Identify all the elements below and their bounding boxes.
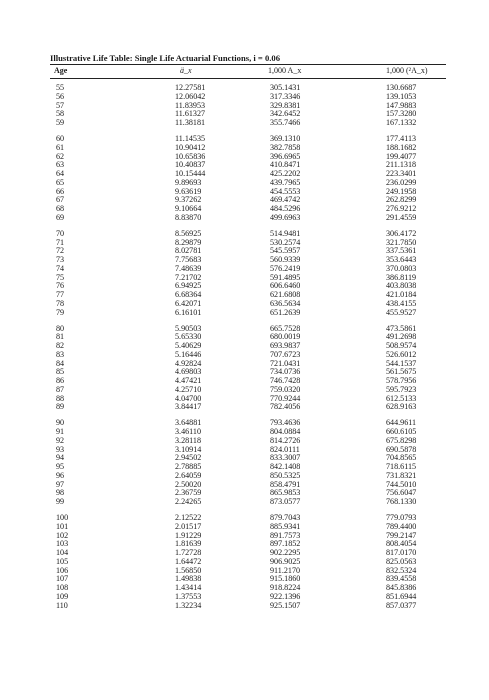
- insurance-cell: 873.0577: [270, 497, 301, 507]
- insurance-cell: 621.6808: [270, 290, 301, 300]
- insurance2-cell: 167.1332: [386, 118, 417, 127]
- annuity-cell: 8.83870: [175, 212, 202, 222]
- annuity-cell: 2.78885: [175, 462, 202, 472]
- header-annuity: ä_x: [180, 66, 192, 75]
- annuity-cell: 1.81639: [175, 539, 202, 549]
- age-cell: 91: [56, 427, 65, 437]
- table-row: [50, 214, 446, 223]
- insurance-cell: 897.1852: [270, 539, 301, 549]
- insurance-cell: 317.3346: [270, 91, 301, 101]
- insurance2-cell: 236.0299: [386, 177, 417, 187]
- annuity-cell: 1.43414: [175, 583, 202, 593]
- annuity-cell: 4.69803: [175, 367, 202, 377]
- insurance2-cell: 353.6443: [386, 255, 417, 265]
- annuity-cell: 3.84417: [175, 402, 202, 412]
- insurance2-cell: 147.9883: [386, 100, 417, 110]
- age-cell: 56: [56, 91, 65, 101]
- header-insurance-second-moment: 1,000 (²A_x): [386, 66, 428, 75]
- insurance-cell: 530.2574: [270, 237, 301, 247]
- age-cell: 93: [56, 444, 65, 454]
- age-cell: 88: [56, 393, 65, 403]
- age-cell: 104: [56, 548, 69, 558]
- age-cell: 107: [56, 574, 69, 584]
- insurance2-cell: 578.7956: [386, 376, 417, 386]
- annuity-cell: 7.75683: [175, 255, 202, 265]
- age-cell: 101: [56, 521, 69, 531]
- annuity-cell: 3.64881: [175, 418, 202, 428]
- insurance2-cell: 744.5010: [386, 479, 417, 489]
- age-cell: 98: [56, 488, 65, 498]
- insurance-cell: 879.7043: [270, 513, 301, 523]
- insurance2-cell: 139.1053: [386, 91, 417, 101]
- annuity-cell: 9.63619: [175, 186, 202, 196]
- insurance-cell: 746.7428: [270, 376, 301, 386]
- insurance2-cell: 223.3401: [386, 169, 417, 179]
- annuity-cell: 6.16101: [175, 307, 202, 317]
- annuity-cell: 3.46110: [175, 427, 202, 437]
- insurance2-cell: 612.5133: [386, 393, 417, 403]
- row-group: [50, 84, 446, 128]
- annuity-cell: 11.38181: [175, 118, 206, 127]
- insurance2-cell: 130.6687: [386, 83, 417, 92]
- age-cell: 69: [56, 212, 65, 222]
- row-group: [50, 230, 446, 318]
- annuity-cell: 5.16446: [175, 349, 202, 359]
- annuity-cell: 12.27581: [175, 83, 206, 92]
- age-cell: 85: [56, 367, 65, 377]
- annuity-cell: 5.90503: [175, 323, 202, 333]
- annuity-cell: 2.94502: [175, 453, 202, 463]
- insurance2-cell: 839.4558: [386, 574, 417, 584]
- annuity-cell: 9.10664: [175, 204, 202, 214]
- annuity-cell: 5.65330: [175, 332, 202, 342]
- table-row: [50, 309, 446, 318]
- age-cell: 110: [56, 600, 68, 610]
- insurance2-cell: 808.4054: [386, 539, 417, 549]
- annuity-cell: 10.65836: [175, 151, 206, 161]
- age-cell: 90: [56, 418, 65, 428]
- insurance-cell: 355.7466: [270, 118, 301, 127]
- age-cell: 86: [56, 376, 65, 386]
- age-cell: 67: [56, 195, 65, 205]
- insurance2-cell: 731.8321: [386, 470, 417, 480]
- insurance-cell: 499.6963: [270, 212, 301, 222]
- insurance-cell: 918.8224: [270, 583, 301, 593]
- insurance2-cell: 211.1318: [386, 160, 417, 170]
- insurance-cell: 782.4056: [270, 402, 301, 412]
- age-cell: 75: [56, 272, 65, 282]
- age-cell: 73: [56, 255, 65, 265]
- annuity-cell: 6.68364: [175, 290, 202, 300]
- age-cell: 60: [56, 134, 65, 144]
- age-cell: 59: [56, 118, 65, 127]
- insurance-cell: 454.5553: [270, 186, 301, 196]
- age-cell: 72: [56, 246, 65, 256]
- age-cell: 99: [56, 497, 65, 507]
- insurance2-cell: 306.4172: [386, 228, 417, 238]
- age-cell: 94: [56, 453, 65, 463]
- insurance-cell: 885.9341: [270, 521, 301, 531]
- age-cell: 82: [56, 341, 65, 351]
- insurance-cell: 439.7965: [270, 177, 301, 187]
- age-cell: 77: [56, 290, 65, 300]
- insurance2-cell: 718.6115: [386, 462, 417, 472]
- insurance-cell: 707.6723: [270, 349, 301, 359]
- age-cell: 70: [56, 228, 65, 238]
- annuity-cell: 1.56850: [175, 565, 202, 575]
- annuity-cell: 1.72728: [175, 548, 202, 558]
- insurance2-cell: 857.0377: [386, 600, 417, 610]
- insurance-cell: 576.2419: [270, 263, 301, 273]
- insurance2-cell: 386.8119: [386, 272, 417, 282]
- age-cell: 64: [56, 169, 65, 179]
- annuity-cell: 6.42071: [175, 298, 202, 308]
- age-cell: 63: [56, 160, 65, 170]
- insurance-cell: 793.4636: [270, 418, 301, 428]
- insurance-cell: 665.7528: [270, 323, 301, 333]
- insurance-cell: 734.0736: [270, 367, 301, 377]
- annuity-cell: 9.89693: [175, 177, 202, 187]
- annuity-cell: 2.50020: [175, 479, 202, 489]
- age-cell: 102: [56, 530, 69, 540]
- age-cell: 58: [56, 109, 65, 119]
- insurance-cell: 606.6460: [270, 281, 301, 291]
- insurance2-cell: 756.6047: [386, 488, 417, 498]
- annuity-cell: 1.64472: [175, 556, 202, 566]
- annuity-cell: 1.49838: [175, 574, 202, 584]
- age-cell: 78: [56, 298, 65, 308]
- insurance2-cell: 644.9611: [386, 418, 417, 428]
- insurance-cell: 915.1860: [270, 574, 301, 584]
- insurance2-cell: 321.7850: [386, 237, 417, 247]
- insurance-cell: 824.0111: [270, 444, 300, 454]
- insurance2-cell: 455.9527: [386, 307, 417, 317]
- insurance2-cell: 690.5878: [386, 444, 417, 454]
- annuity-cell: 1.91229: [175, 530, 202, 540]
- insurance2-cell: 526.6012: [386, 349, 417, 359]
- age-cell: 61: [56, 142, 65, 152]
- insurance-cell: 906.9025: [270, 556, 301, 566]
- age-cell: 62: [56, 151, 65, 161]
- annuity-cell: 5.40629: [175, 341, 202, 351]
- table-row: [50, 498, 446, 507]
- insurance2-cell: 249.1958: [386, 186, 417, 196]
- insurance2-cell: 779.0793: [386, 513, 417, 523]
- insurance2-cell: 768.1330: [386, 497, 417, 507]
- row-group: [50, 325, 446, 413]
- age-cell: 57: [56, 100, 65, 110]
- row-group: [50, 135, 446, 223]
- insurance2-cell: 628.9163: [386, 402, 417, 412]
- age-cell: 87: [56, 384, 65, 394]
- insurance2-cell: 188.1682: [386, 142, 417, 152]
- insurance-cell: 396.6965: [270, 151, 301, 161]
- insurance-cell: 721.0431: [270, 358, 301, 368]
- age-cell: 100: [56, 513, 69, 523]
- insurance-cell: 651.2639: [270, 307, 301, 317]
- insurance-cell: 636.5634: [270, 298, 301, 308]
- annuity-cell: 3.28118: [175, 435, 202, 445]
- insurance2-cell: 177.4113: [386, 134, 417, 144]
- age-cell: 68: [56, 204, 65, 214]
- annuity-cell: 2.01517: [175, 521, 202, 531]
- age-cell: 109: [56, 591, 69, 601]
- insurance-cell: 770.9244: [270, 393, 301, 403]
- insurance2-cell: 825.0563: [386, 556, 417, 566]
- insurance2-cell: 851.6944: [386, 591, 417, 601]
- annuity-cell: 7.21702: [175, 272, 202, 282]
- table-row: [50, 403, 446, 412]
- age-cell: 84: [56, 358, 65, 368]
- insurance-cell: 865.9853: [270, 488, 301, 498]
- age-cell: 74: [56, 263, 65, 273]
- age-cell: 80: [56, 323, 65, 333]
- table-row: [50, 119, 446, 128]
- insurance-cell: 369.1310: [270, 134, 301, 144]
- table-title: Illustrative Life Table: Single Life Actuarial Functions, i = 0.06: [50, 53, 281, 63]
- annuity-cell: 4.47421: [175, 376, 202, 386]
- insurance-cell: 804.0884: [270, 427, 301, 437]
- age-cell: 106: [56, 565, 69, 575]
- insurance2-cell: 817.0170: [386, 548, 417, 558]
- insurance2-cell: 675.8298: [386, 435, 417, 445]
- insurance-cell: 833.3007: [270, 453, 301, 463]
- age-cell: 81: [56, 332, 65, 342]
- age-cell: 71: [56, 237, 65, 247]
- annuity-cell: 4.25710: [175, 384, 202, 394]
- age-cell: 83: [56, 349, 65, 359]
- annuity-cell: 2.24265: [175, 497, 202, 507]
- insurance-cell: 560.9339: [270, 255, 301, 265]
- table-body: [50, 84, 446, 618]
- insurance-cell: 891.7573: [270, 530, 301, 540]
- insurance-cell: 545.5957: [270, 246, 301, 256]
- insurance2-cell: 660.6105: [386, 427, 417, 437]
- insurance2-cell: 370.0803: [386, 263, 417, 273]
- annuity-cell: 8.02781: [175, 246, 202, 256]
- age-cell: 89: [56, 402, 65, 412]
- insurance2-cell: 704.8565: [386, 453, 417, 463]
- insurance-cell: 484.5296: [270, 204, 301, 214]
- insurance2-cell: 337.5361: [386, 246, 417, 256]
- age-cell: 66: [56, 186, 65, 196]
- insurance2-cell: 799.2147: [386, 530, 417, 540]
- annuity-cell: 1.37553: [175, 591, 202, 601]
- annuity-cell: 4.04700: [175, 393, 202, 403]
- insurance-cell: 514.9481: [270, 228, 301, 238]
- age-cell: 96: [56, 470, 65, 480]
- annuity-cell: 4.92824: [175, 358, 202, 368]
- insurance-cell: 693.9837: [270, 341, 301, 351]
- annuity-cell: 9.37262: [175, 195, 202, 205]
- insurance2-cell: 291.4559: [386, 212, 417, 222]
- table-row: [50, 602, 446, 611]
- insurance-cell: 305.1431: [270, 83, 301, 92]
- insurance-cell: 329.8381: [270, 100, 301, 110]
- insurance2-cell: 403.8038: [386, 281, 417, 291]
- annuity-cell: 11.14535: [175, 134, 206, 144]
- annuity-cell: 10.90412: [175, 142, 206, 152]
- age-cell: 97: [56, 479, 65, 489]
- insurance2-cell: 473.5861: [386, 323, 417, 333]
- annuity-cell: 8.56925: [175, 228, 202, 238]
- annuity-cell: 2.64059: [175, 470, 202, 480]
- annuity-cell: 6.94925: [175, 281, 202, 291]
- insurance2-cell: 421.0184: [386, 290, 417, 300]
- age-cell: 79: [56, 307, 65, 317]
- insurance2-cell: 491.2698: [386, 332, 417, 342]
- row-group: [50, 514, 446, 610]
- header-rule: [50, 78, 446, 79]
- insurance2-cell: 561.5675: [386, 367, 417, 377]
- annuity-cell: 11.61327: [175, 109, 206, 119]
- age-cell: 103: [56, 539, 69, 549]
- annuity-cell: 10.15444: [175, 169, 206, 179]
- annuity-cell: 1.32234: [175, 600, 202, 610]
- annuity-cell: 8.29879: [175, 237, 202, 247]
- insurance-cell: 850.5325: [270, 470, 301, 480]
- insurance-cell: 911.2170: [270, 565, 301, 575]
- insurance2-cell: 595.7923: [386, 384, 417, 394]
- insurance2-cell: 544.1537: [386, 358, 417, 368]
- age-cell: 92: [56, 435, 65, 445]
- insurance2-cell: 157.3280: [386, 109, 417, 119]
- annuity-cell: 10.40837: [175, 160, 206, 170]
- insurance2-cell: 199.4077: [386, 151, 417, 161]
- row-group: [50, 419, 446, 507]
- annuity-cell: 12.06042: [175, 91, 206, 101]
- age-cell: 105: [56, 556, 69, 566]
- column-header-row: [50, 65, 446, 78]
- insurance2-cell: 276.9212: [386, 204, 417, 214]
- age-cell: 76: [56, 281, 65, 291]
- insurance-cell: 922.1396: [270, 591, 301, 601]
- insurance-cell: 759.0320: [270, 384, 301, 394]
- insurance-cell: 925.1507: [270, 600, 301, 610]
- insurance-cell: 382.7858: [270, 142, 301, 152]
- age-cell: 55: [56, 83, 65, 92]
- insurance-cell: 842.1408: [270, 462, 301, 472]
- age-cell: 108: [56, 583, 69, 593]
- insurance2-cell: 262.8299: [386, 195, 417, 205]
- insurance2-cell: 832.5324: [386, 565, 417, 575]
- insurance-cell: 342.6452: [270, 109, 301, 119]
- insurance-cell: 469.4742: [270, 195, 301, 205]
- annuity-cell: 2.36759: [175, 488, 202, 498]
- insurance-cell: 680.0019: [270, 332, 301, 342]
- annuity-cell: 11.83953: [175, 100, 206, 110]
- header-age: Age: [54, 66, 68, 75]
- insurance-cell: 814.2726: [270, 435, 301, 445]
- insurance-cell: 591.4895: [270, 272, 301, 282]
- insurance2-cell: 845.8386: [386, 583, 417, 593]
- insurance2-cell: 438.4155: [386, 298, 417, 308]
- insurance-cell: 902.2295: [270, 548, 301, 558]
- insurance2-cell: 789.4400: [386, 521, 417, 531]
- header-insurance: 1,000 A_x: [268, 66, 302, 75]
- insurance-cell: 858.4791: [270, 479, 301, 489]
- insurance-cell: 410.8471: [270, 160, 301, 170]
- age-cell: 65: [56, 177, 65, 187]
- annuity-cell: 3.10914: [175, 444, 202, 454]
- insurance-cell: 425.2202: [270, 169, 301, 179]
- age-cell: 95: [56, 462, 65, 472]
- annuity-cell: 7.48639: [175, 263, 202, 273]
- insurance2-cell: 508.9574: [386, 341, 417, 351]
- annuity-cell: 2.12522: [175, 513, 202, 523]
